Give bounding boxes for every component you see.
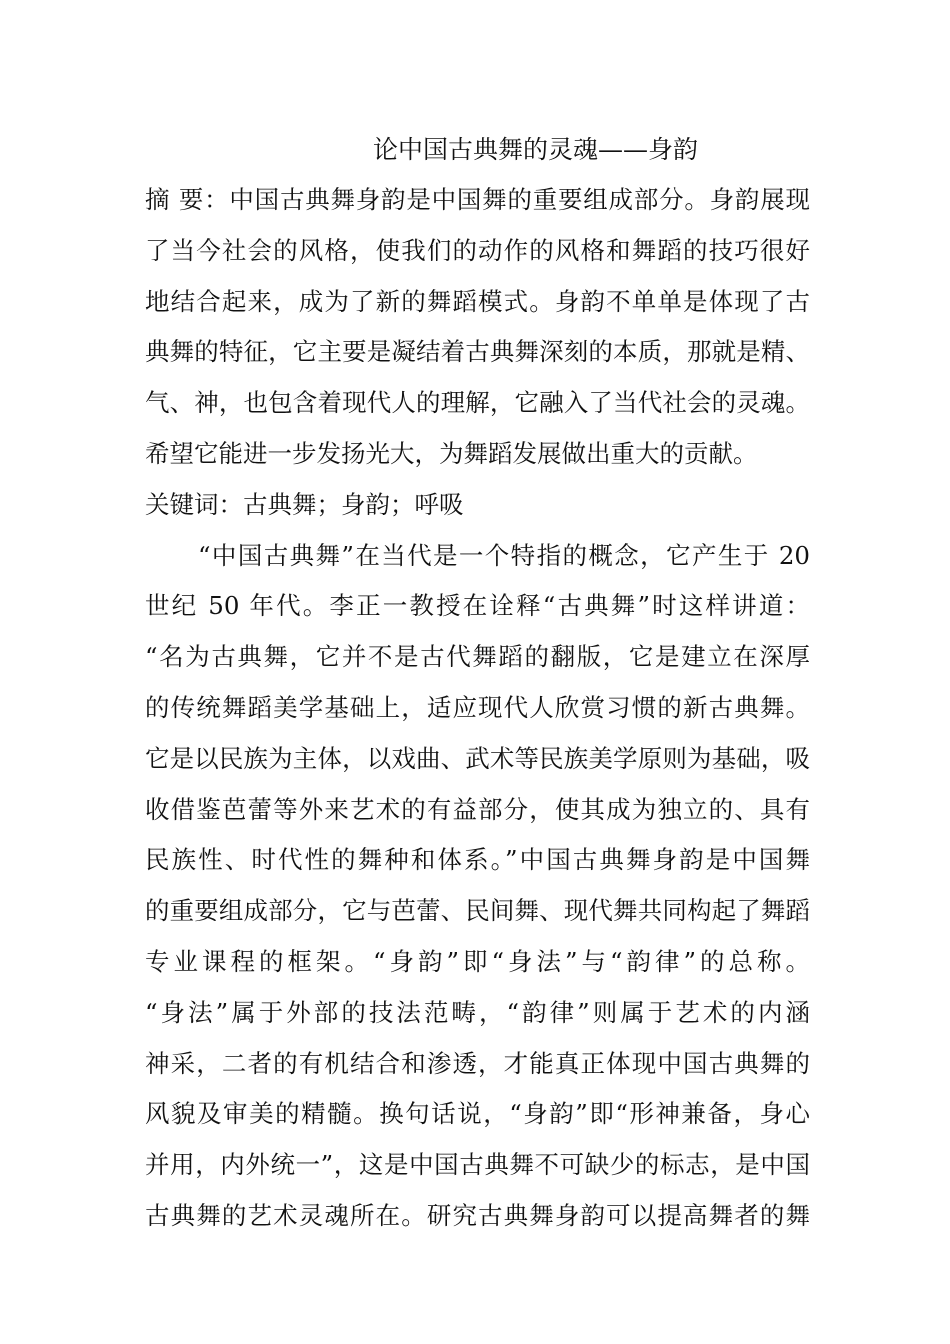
text-line: “中国古典舞”在当代是一个特指的概念，它产生于 20 bbox=[198, 540, 810, 570]
text-line: 希望它能进一步发扬光大，为舞蹈发展做出重大的贡献。 bbox=[145, 438, 758, 468]
text-line: 收借鉴芭蕾等外来艺术的有益部分，使其成为独立的、具有 bbox=[145, 794, 810, 824]
text-line: “名为古典舞，它并不是古代舞蹈的翻版，它是建立在深厚 bbox=[145, 642, 810, 672]
document-title: 论中国古典舞的灵魂——身韵 bbox=[373, 135, 699, 164]
text-line: 风貌及审美的精髓。换句话说，“身韵”即“形神兼备，身心 bbox=[145, 1099, 810, 1129]
document-body bbox=[145, 175, 810, 1242]
text-line: 了当今社会的风格，使我们的动作的风格和舞蹈的技巧很好 bbox=[145, 235, 810, 265]
text-line: 地结合起来，成为了新的舞蹈模式。身韵不单单是体现了古 bbox=[145, 286, 810, 316]
text-line: 世纪 50 年代。李正一教授在诠释“古典舞”时这样讲道： bbox=[145, 591, 810, 621]
text-line: 典舞的特征，它主要是凝结着古典舞深刻的本质，那就是精、 bbox=[145, 337, 810, 367]
text-line: 的传统舞蹈美学基础上，适应现代人欣赏习惯的新古典舞。 bbox=[145, 692, 810, 722]
text-line: 关键词：古典舞；身韵；呼吸 bbox=[145, 489, 464, 519]
text-line: 民族性、时代性的舞种和体系。”中国古典舞身韵是中国舞 bbox=[145, 845, 810, 875]
text-line: “身法”属于外部的技法范畴，“韵律”则属于艺术的内涵 bbox=[145, 997, 810, 1027]
text-line: 摘 要：中国古典舞身韵是中国舞的重要组成部分。身韵展现 bbox=[145, 185, 810, 214]
text-line: 的重要组成部分，它与芭蕾、民间舞、现代舞共同构起了舞蹈 bbox=[145, 896, 810, 926]
text-line: 神采，二者的有机结合和渗透，才能真正体现中国古典舞的 bbox=[145, 1048, 810, 1078]
document-title-row bbox=[0, 132, 950, 168]
text-line: 它是以民族为主体，以戏曲、武术等民族美学原则为基础，吸 bbox=[145, 743, 810, 773]
text-line: 气、神，也包含着现代人的理解，它融入了当代社会的灵魂。 bbox=[145, 388, 810, 418]
text-line: 古典舞的艺术灵魂所在。研究古典舞身韵可以提高舞者的舞 bbox=[145, 1200, 810, 1230]
text-line: 并用，内外统一”，这是中国古典舞不可缺少的标志，是中国 bbox=[145, 1150, 810, 1180]
text-line: 专业课程的框架。“身韵”即“身法”与“韵律”的总称。 bbox=[145, 946, 810, 976]
